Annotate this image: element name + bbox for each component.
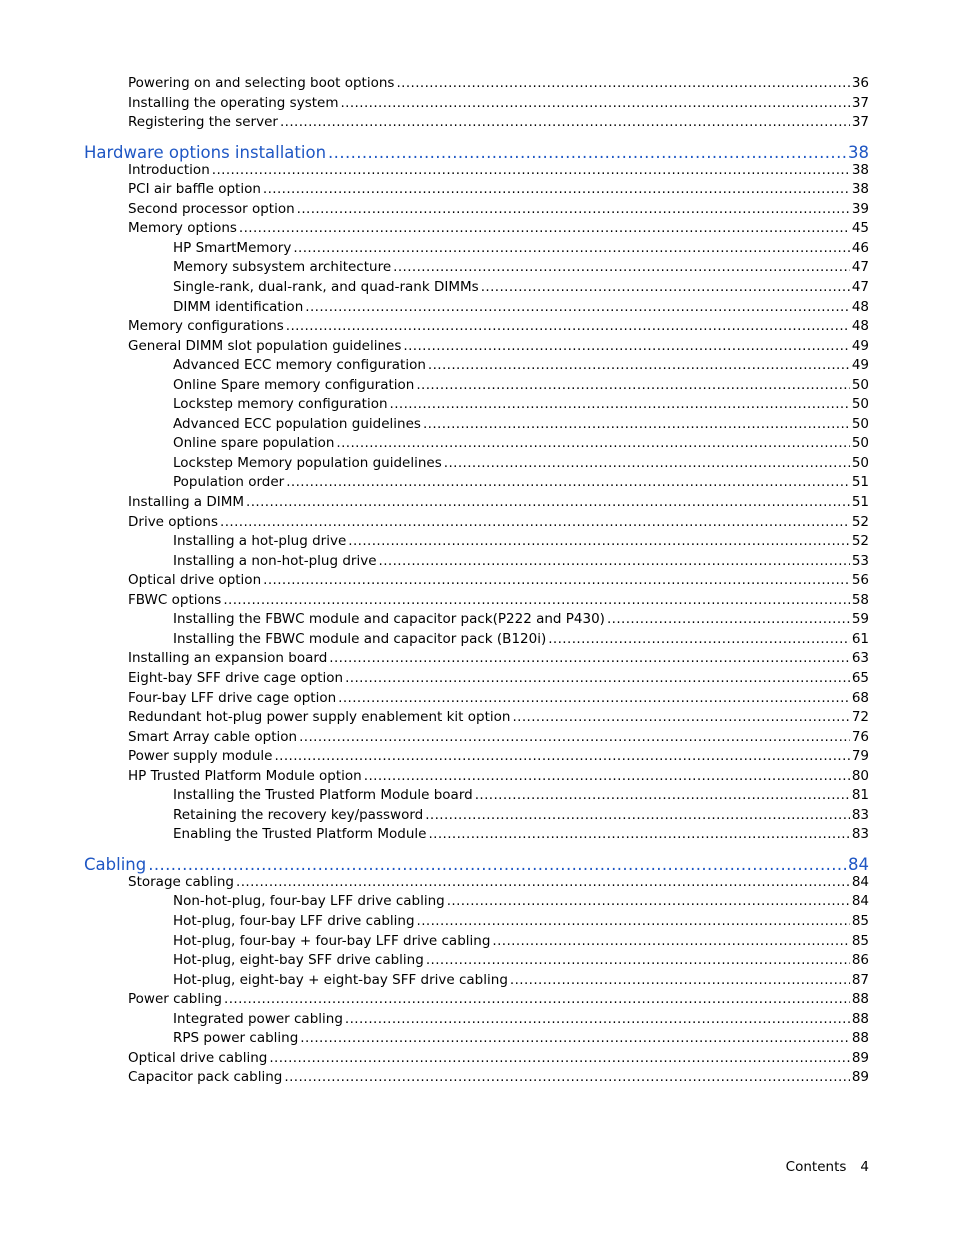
toc-entry[interactable] (128, 767, 869, 787)
toc-entry-title: Memory options (128, 220, 237, 237)
toc-entry-title: Installing the FBWC module and capacitor pack (B120i) (173, 630, 547, 647)
toc-entry-title: Installing a DIMM (128, 494, 245, 510)
toc-entry-title: Power cabling (128, 991, 222, 1008)
toc-entry-page-number: 47 (851, 259, 869, 276)
dot-leader (329, 649, 850, 669)
toc-entry[interactable] (173, 630, 869, 650)
toc-entry-page-number: 89 (851, 1049, 869, 1066)
toc-entry[interactable] (128, 990, 869, 1010)
toc-entry-title: Enabling the Trusted Platform Module (173, 826, 427, 843)
toc-entry[interactable] (173, 971, 869, 991)
toc-entry-title: Optical drive cabling (128, 1049, 268, 1066)
toc-entry-title: Hardware options installation (84, 142, 327, 162)
toc-entry-page-number: 83 (851, 806, 869, 823)
toc-entry-title: FBWC options (128, 591, 222, 608)
toc-entry-page-number: 50 (851, 396, 869, 413)
toc-entry-page-number: 38 (851, 161, 869, 178)
dot-leader (426, 951, 850, 971)
dot-leader (220, 513, 850, 533)
toc-entry[interactable] (128, 708, 869, 728)
toc-entry-title: Non-hot-plug, four-bay LFF drive cabling (173, 893, 445, 910)
dot-leader (338, 689, 850, 709)
toc-entry-page-number: 83 (851, 826, 869, 843)
toc-entry-page-number: 59 (851, 611, 869, 628)
toc-entry-title: Second processor option (128, 200, 295, 217)
dot-leader (293, 239, 849, 259)
dot-leader (300, 1029, 850, 1049)
toc-entry-title: Advanced ECC population guidelines (173, 415, 421, 432)
toc-entry-page-number: 36 (851, 75, 869, 91)
toc-entry[interactable] (128, 180, 869, 200)
toc-entry[interactable] (128, 689, 869, 709)
toc-entry-page-number: 51 (851, 494, 869, 510)
toc-entry[interactable] (173, 912, 869, 932)
toc-entry[interactable] (128, 571, 869, 591)
dot-leader (345, 1010, 850, 1030)
toc-entry-title: Smart Array cable option (128, 728, 298, 745)
toc-entry-page-number: 51 (851, 474, 869, 491)
toc-entry[interactable] (173, 892, 869, 912)
toc-entry-title: Advanced ECC memory configuration (173, 357, 426, 374)
toc-entry-page-number: 84 (851, 893, 869, 910)
toc-entry-page-number: 48 (851, 318, 869, 335)
toc-entry-page-number: 88 (851, 1030, 869, 1047)
dot-leader (396, 74, 849, 94)
toc-entry-page-number: 50 (851, 376, 869, 393)
toc-entry-title: Retaining the recovery key/password (173, 806, 424, 823)
toc-entry-title: Drive options (128, 513, 219, 530)
toc-entry-page-number: 84 (848, 854, 869, 874)
dot-leader (274, 747, 849, 767)
toc-entry-page-number: 53 (851, 552, 869, 569)
page-footer (786, 1158, 869, 1177)
dot-leader (286, 317, 850, 337)
toc-entry[interactable] (128, 219, 869, 239)
toc-entry-title: Memory configurations (128, 318, 284, 335)
toc-entry[interactable] (173, 298, 869, 318)
toc-entry-title: HP Trusted Platform Module option (128, 767, 362, 784)
toc-entry-title: Population order (173, 474, 285, 491)
toc-entry[interactable] (128, 873, 869, 893)
toc-entry-title: Storage cabling (128, 873, 235, 890)
toc-entry-page-number: 61 (851, 630, 869, 647)
toc-entry[interactable] (128, 317, 869, 337)
toc-entry[interactable] (173, 356, 869, 376)
toc-entry-title: Installing the FBWC module and capacitor pack(P222 and P430) (173, 611, 605, 628)
toc-entry[interactable] (173, 395, 869, 415)
toc-entry[interactable] (173, 239, 869, 259)
dot-leader (364, 767, 850, 787)
toc-entry-page-number: 84 (851, 873, 869, 890)
toc-entry-title: Registering the server (128, 114, 278, 131)
toc-entry-title: Installing the operating system (128, 94, 339, 111)
dot-leader (345, 669, 850, 689)
toc-entry[interactable] (128, 747, 869, 767)
dot-leader (512, 708, 849, 728)
toc-entry-page-number: 81 (851, 787, 869, 804)
toc-entry-title: Eight-bay SFF drive cage option (128, 669, 344, 686)
dot-leader (239, 219, 850, 239)
toc-entry-title: HP SmartMemory (173, 239, 292, 256)
toc-entry[interactable] (173, 278, 869, 298)
toc-entry-page-number: 49 (851, 337, 869, 354)
toc-entry-page-number: 50 (851, 415, 869, 432)
toc-entry-page-number: 56 (851, 572, 869, 589)
dot-leader (444, 454, 850, 474)
dot-leader (269, 1049, 849, 1069)
dot-leader (246, 493, 850, 513)
toc-entry-title: Lockstep memory configuration (173, 396, 388, 413)
dot-leader (425, 806, 850, 826)
toc-entry-page-number: 38 (851, 181, 869, 198)
dot-leader (510, 971, 850, 991)
toc-entry[interactable] (128, 74, 869, 94)
toc-entry-title: Online spare population (173, 435, 335, 452)
toc-entry-title: Installing the Trusted Platform Module board (173, 787, 473, 804)
dot-leader (263, 571, 850, 591)
toc-entry-title: DIMM identification (173, 298, 304, 315)
dot-leader (428, 825, 849, 845)
dot-leader (297, 200, 850, 220)
dot-leader (263, 180, 850, 200)
dot-leader (492, 932, 849, 952)
toc-entry-page-number: 58 (851, 591, 869, 608)
toc-entry-page-number: 46 (851, 239, 869, 256)
toc-entry-title: Optical drive option (128, 572, 262, 589)
toc-entry-title: Installing a non-hot-plug drive (173, 552, 377, 569)
toc-entry[interactable] (128, 94, 869, 114)
toc-entry-title: Installing a hot-plug drive (173, 533, 347, 550)
toc-entry-page-number: 37 (851, 94, 869, 111)
toc-entry[interactable] (128, 493, 869, 513)
toc-entry[interactable] (173, 951, 869, 971)
toc-entry[interactable] (128, 513, 869, 533)
toc-entry-page-number: 50 (851, 454, 869, 471)
toc-entry-page-number: 50 (851, 435, 869, 452)
toc-entry-title: Introduction (128, 161, 210, 178)
toc-entry-title: Single-rank, dual-rank, and quad-rank DIMMs (173, 278, 479, 295)
toc-entry-title: Hot-plug, four-bay LFF drive cabling (173, 913, 415, 929)
toc-entry[interactable] (173, 786, 869, 806)
toc-entry[interactable] (128, 1049, 869, 1069)
toc-entry-page-number: 37 (851, 114, 869, 131)
toc-entry-title: General DIMM slot population guidelines (128, 337, 402, 354)
dot-leader (223, 591, 849, 611)
dot-leader (403, 337, 849, 357)
toc-entry-title: Cabling (84, 854, 147, 874)
toc-entry[interactable] (128, 337, 869, 357)
dot-leader (481, 278, 850, 298)
toc-entry-page-number: 89 (851, 1069, 869, 1086)
toc-entry-page-number: 76 (851, 728, 869, 745)
toc-entry-page-number: 88 (851, 1010, 869, 1027)
dot-leader (299, 728, 850, 748)
toc-entry[interactable] (128, 1068, 869, 1088)
toc-entry[interactable] (173, 454, 869, 474)
dot-leader (393, 258, 850, 278)
toc-entry[interactable] (128, 728, 869, 748)
toc-entry-page-number: 48 (851, 298, 869, 315)
toc-entry[interactable] (173, 473, 869, 493)
toc-entry-title: Hot-plug, eight-bay + eight-bay SFF drive cabling (173, 971, 508, 988)
toc-entry[interactable] (128, 669, 869, 689)
toc-entry-title: Hot-plug, four-bay + four-bay LFF drive cabling (173, 932, 491, 949)
toc-entry-title: Capacitor pack cabling (128, 1069, 283, 1086)
toc-entry-title: Lockstep Memory population guidelines (173, 454, 442, 471)
toc-entry-page-number: 47 (851, 278, 869, 295)
toc-entry-page-number: 80 (851, 767, 869, 784)
dot-leader (607, 610, 850, 630)
toc-entry[interactable] (173, 552, 869, 572)
dot-leader (340, 94, 849, 114)
toc-entry-page-number: 85 (851, 913, 869, 929)
toc-entry-page-number: 68 (851, 689, 869, 706)
footer-page-number: 4 (860, 1159, 869, 1175)
toc-entry-title: Hot-plug, eight-bay SFF drive cabling (173, 952, 424, 969)
toc-entry[interactable] (173, 532, 869, 552)
dot-leader (423, 415, 850, 435)
toc-entry-title: Powering on and selecting boot options (128, 75, 395, 91)
toc-entry[interactable] (173, 932, 869, 952)
dot-leader (280, 113, 850, 133)
toc-entry-page-number: 65 (851, 669, 869, 686)
toc-entry-page-number: 39 (851, 200, 869, 217)
toc-entry-page-number: 63 (851, 650, 869, 667)
toc-entry[interactable] (128, 113, 869, 133)
toc-entry-page-number: 85 (851, 932, 869, 949)
toc-entry[interactable] (128, 649, 869, 669)
toc-entry-title: Four-bay LFF drive cage option (128, 689, 337, 706)
dot-leader (305, 298, 850, 318)
toc-entry[interactable] (173, 806, 869, 826)
toc-entry[interactable] (173, 434, 869, 454)
toc-entry-page-number: 79 (851, 748, 869, 765)
toc-entry-title: RPS power cabling (173, 1030, 299, 1047)
dot-leader (286, 473, 850, 493)
dot-leader (475, 786, 850, 806)
dot-leader (224, 990, 850, 1010)
toc-entry-page-number: 52 (851, 513, 869, 530)
dot-leader (348, 532, 850, 552)
toc-entry-page-number: 72 (851, 709, 869, 726)
footer-label: Contents (785, 1159, 847, 1175)
toc-entry-page-number: 45 (851, 220, 869, 237)
toc-entry-title: Installing an expansion board (128, 650, 328, 667)
toc-entry-title: Integrated power cabling (173, 1010, 343, 1027)
toc-entry-page-number: 52 (851, 533, 869, 550)
dot-leader (428, 356, 850, 376)
toc-entry-title: Memory subsystem architecture (173, 259, 392, 276)
toc-entry-title: Power supply module (128, 748, 273, 765)
toc-entry[interactable] (173, 415, 869, 435)
dot-leader (284, 1068, 849, 1088)
toc-entry-title: Online Spare memory configuration (173, 376, 415, 393)
dot-leader (417, 912, 850, 932)
toc-entry-page-number: 86 (851, 952, 869, 969)
toc-entry-page-number: 87 (851, 971, 869, 988)
toc-entry[interactable] (173, 1010, 869, 1030)
toc-entry[interactable] (173, 825, 869, 845)
toc-entry-title: PCI air baffle option (128, 181, 261, 198)
toc-entry-page-number: 49 (851, 357, 869, 374)
toc-entry[interactable] (128, 591, 869, 611)
toc-entry[interactable] (173, 376, 869, 396)
dot-leader (447, 892, 850, 912)
toc-entry[interactable] (128, 161, 869, 181)
toc-entry[interactable] (173, 610, 869, 630)
toc-entry-title: Redundant hot-plug power supply enablement kit option (128, 709, 511, 726)
toc-entry[interactable] (128, 200, 869, 220)
toc-entry[interactable] (173, 1029, 869, 1049)
dot-leader (390, 395, 850, 415)
toc-entry[interactable] (173, 258, 869, 278)
toc-entry-page-number: 88 (851, 991, 869, 1008)
toc-entry-page-number: 38 (848, 142, 869, 162)
dot-leader (416, 376, 849, 396)
dot-leader (548, 630, 850, 650)
dot-leader (236, 873, 850, 893)
dot-leader (379, 552, 850, 572)
dot-leader (212, 161, 850, 181)
dot-leader (336, 434, 849, 454)
